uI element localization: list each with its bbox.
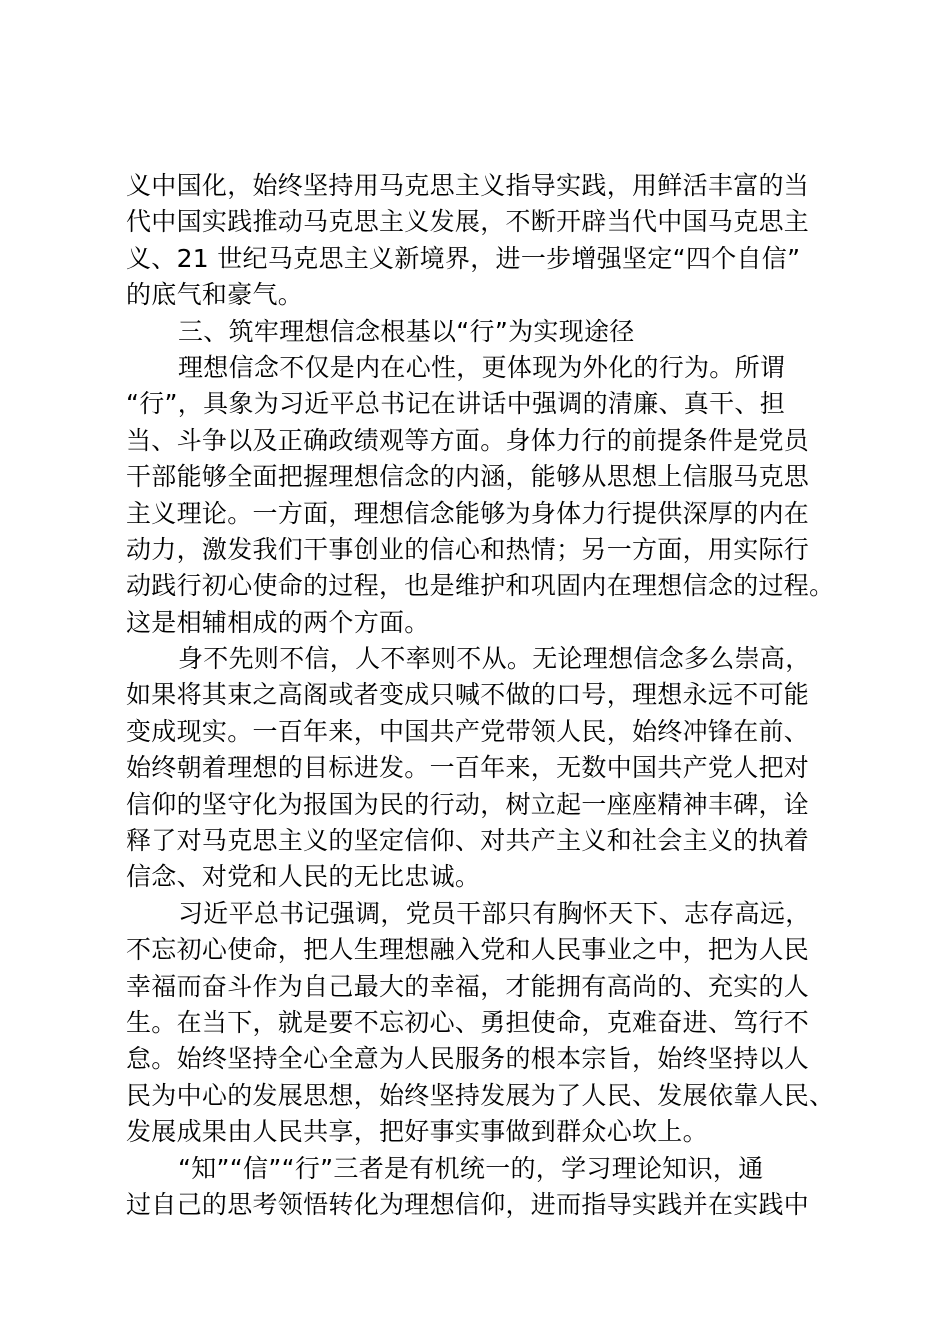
text-line: 如果将其束之高阁或者变成只喊不做的口号，理想永远不可能: [126, 680, 810, 710]
text-line: 的底气和豪气。: [126, 280, 304, 310]
text-line: “行”，具象为习近平总书记在讲话中强调的清廉、真干、担: [126, 389, 786, 419]
text-line: 不忘初心使命，把人生理想融入党和人民事业之中，把为人民: [126, 935, 810, 965]
text-line: 义、21 世纪马克思主义新境界，进一步增强坚定“四个自信”: [126, 243, 801, 273]
body-text: [126, 168, 835, 1223]
text-line: 释了对马克思主义的坚定信仰、对共产主义和社会主义的执着: [126, 826, 810, 856]
text-line: 动践行初心使命的过程，也是维护和巩固内在理想信念的过程。: [126, 571, 835, 601]
text-line: 主义理论。一方面，理想信念能够为身体力行提供深厚的内在: [126, 498, 810, 528]
text-line: 这是相辅相成的两个方面。: [126, 607, 430, 637]
text-line: 义中国化，始终坚持用马克思主义指导实践，用鲜活丰富的当: [126, 171, 810, 200]
text-line: 代中国实践推动马克思主义发展，不断开辟当代中国马克思主: [126, 207, 810, 237]
text-line: 生。在当下，就是要不忘初心、勇担使命，克难奋进、笃行不: [126, 1007, 810, 1037]
text-line: 变成现实。一百年来，中国共产党带领人民，始终冲锋在前、: [126, 716, 810, 746]
text-line: “知”“信”“行”三者是有机统一的，学习理论知识，通: [178, 1153, 764, 1183]
text-line: 习近平总书记强调，党员干部只有胸怀天下、志存高远，: [178, 898, 811, 928]
text-line: 动力，激发我们干事创业的信心和热情；另一方面，用实际行: [126, 534, 810, 564]
text-line: 幸福而奋斗作为自己最大的幸福，才能拥有高尚的、充实的人: [126, 971, 810, 1001]
text-line: 干部能够全面把握理想信念的内涵，能够从思想上信服马克思: [126, 462, 810, 492]
text-line: 信仰的坚守化为报国为民的行动，树立起一座座精神丰碑，诠: [126, 789, 810, 819]
text-line: 信念、对党和人民的无比忠诚。: [126, 862, 481, 892]
text-line: 始终朝着理想的目标进发。一百年来，无数中国共产党人把对: [126, 753, 810, 783]
text-line: 民为中心的发展思想，始终坚持发展为了人民、发展依靠人民、: [126, 1080, 835, 1110]
text-line: 发展成果由人民共享，把好事实事做到群众心坎上。: [126, 1117, 708, 1147]
text-line: 三、筑牢理想信念根基以“行”为实现途径: [178, 316, 635, 346]
text-line: 身不先则不信，人不率则不从。无论理想信念多么崇高，: [178, 644, 811, 674]
text-line: 理想信念不仅是内在心性，更体现为外化的行为。所谓: [178, 352, 786, 382]
text-line: 怠。始终坚持全心全意为人民服务的根本宗旨，始终坚持以人: [126, 1044, 810, 1074]
text-line: 过自己的思考领悟转化为理想信仰，进而指导实践并在实践中: [126, 1189, 810, 1219]
text-line: 当、斗争以及正确政绩观等方面。身体力行的前提条件是党员: [126, 425, 810, 455]
